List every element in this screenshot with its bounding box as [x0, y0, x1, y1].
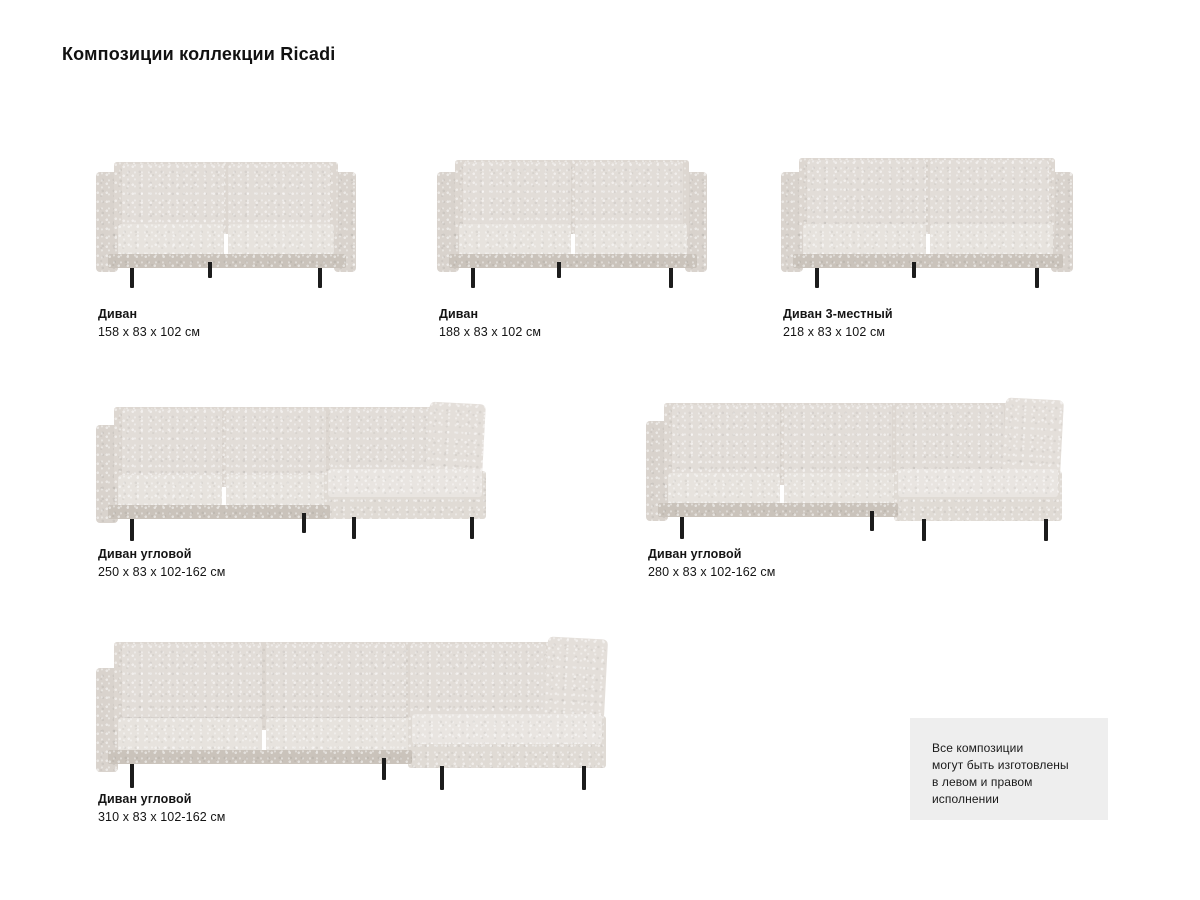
product-dimensions: 218 x 83 x 102 см: [783, 325, 886, 339]
sofa-illustration: [437, 150, 709, 285]
product-card-sofa-218[interactable]: [781, 150, 1081, 350]
note-line: в левом и правом: [932, 775, 1033, 789]
product-card-corner-250[interactable]: [96, 385, 516, 595]
product-caption: [98, 545, 225, 581]
product-card-sofa-188[interactable]: [437, 150, 727, 350]
product-caption: [98, 305, 200, 341]
product-dimensions: 280 x 83 x 102-162 см: [648, 565, 776, 579]
product-dimensions: 188 x 83 x 102 см: [439, 325, 542, 339]
product-card-corner-280[interactable]: [646, 385, 1086, 595]
product-name: Диван: [439, 307, 479, 321]
product-dimensions: 310 x 83 x 102-162 см: [98, 810, 226, 824]
corner-sofa-illustration: [96, 628, 608, 798]
product-dimensions: 158 x 83 x 102 см: [98, 325, 201, 339]
note-line: могут быть изготовлены: [932, 758, 1069, 772]
corner-sofa-illustration: [646, 385, 1078, 545]
sofa-illustration: [96, 150, 358, 285]
note-box: [910, 718, 1108, 820]
product-card-sofa-158[interactable]: [96, 150, 366, 350]
product-name: Диван 3-местный: [783, 307, 893, 321]
product-name: Диван: [98, 307, 138, 321]
product-name: Диван угловой: [648, 547, 742, 561]
product-card-corner-310[interactable]: [96, 628, 616, 848]
page-title: Композиции коллекции Ricadi: [62, 44, 336, 64]
product-caption: [783, 305, 893, 341]
product-caption: [648, 545, 775, 581]
sofa-illustration: [781, 150, 1075, 285]
note-line: исполнении: [932, 792, 999, 806]
product-name: Диван угловой: [98, 792, 192, 806]
product-caption: [439, 305, 541, 341]
product-dimensions: 250 x 83 x 102-162 см: [98, 565, 226, 579]
note-line: Все композиции: [932, 741, 1024, 755]
product-caption: [98, 790, 225, 826]
product-name: Диван угловой: [98, 547, 192, 561]
corner-sofa-illustration: [96, 385, 506, 545]
